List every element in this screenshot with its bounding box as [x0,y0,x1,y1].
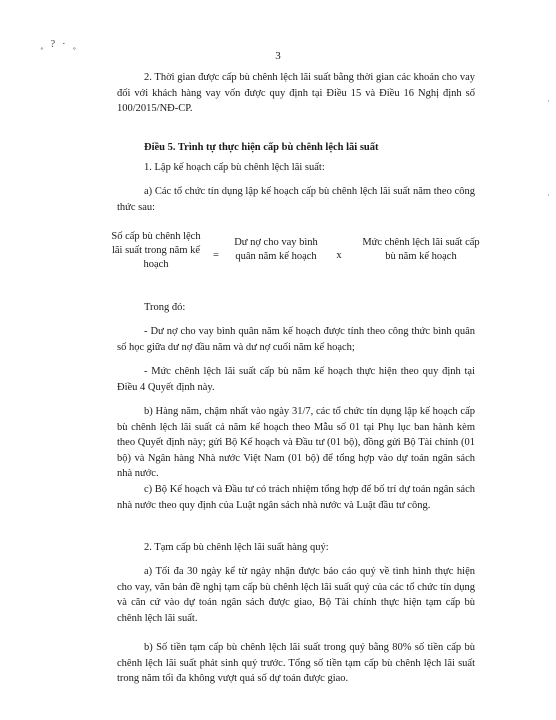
formula-times: x [336,250,342,261]
article-5-heading: Điều 5. Trình tự thực hiện cấp bù chênh lệch lãi suất [144,142,379,153]
paragraph-quarterly-b: b) Số tiền tạm cấp bù chênh lệch lãi suất trong quý bằng 80% số tiền cấp bù chênh lệch lãi suất phát sinh quý trước. Tổng số tiền tạm cấp bù chênh lệch lãi suất trong năm tối đa không vượt quá số dự toán được giao. [117,642,475,684]
paragraph-time-period: 2. Thời gian được cấp bù chênh lệch lãi suất bằng thời gian các khoản cho vay đối với khách hàng vay vốn được quy định tại Điều 15 và Điều 16 Nghị định số 100/2015/NĐ-CP. [117,72,475,114]
paragraph-plan-a: a) Các tổ chức tín dụng lập kế hoạch cấp bù chênh lệch lãi suất năm theo công thức sau: [117,186,475,213]
paragraph-plan-c: c) Bộ Kế hoạch và Đầu tư có trách nhiệm tổng hợp để bố trí dự toán ngân sách nhà nước theo quy định của Luật ngân sách nhà nước và Luật đầu tư công. [117,484,475,511]
interest-formula [110,230,490,280]
formula-rate: Mức chênh lệch lãi suất cấp bù năm kế hoạch [362,237,480,262]
margin-dot: · [547,96,550,106]
formula-lhs: Số cấp bù chênh lệch lãi suất trong năm kế hoạch [111,231,201,270]
margin-dot: · [547,190,550,200]
paragraph-plan-b: b) Hàng năm, chậm nhất vào ngày 31/7, các tổ chức tín dụng lập kế hoạch cấp bù chênh lệch lãi suất cả năm kế hoạch theo Mẫu số 01 tại Phụ lục ban hành kèm theo Quyết định này; gửi Bộ Kế hoạch và Đầu tư (01 bộ), đồng gửi Bộ Tài chính (01 bộ) và Ngân hàng Nhà nước Việt Nam (01 bộ) để tổng hợp vào dự toán ngân sách nhà nước. [117,406,475,479]
page-number: 3 [275,50,281,62]
paragraph-average-debt-def: - Dư nợ cho vay bình quân năm kế hoạch được tính theo công thức bình quân số học giữa dư nợ đầu năm và dư nợ cuối năm kế hoạch; [117,326,475,353]
formula-equals: = [213,250,219,261]
formula-average-debt: Dư nợ cho vay bình quân năm kế hoạch [234,237,318,262]
paragraph-where: Trong đó: [144,302,186,313]
paragraph-plan-title: 1. Lập kế hoạch cấp bù chênh lệch lãi suất: [144,162,325,173]
paragraph-rate-def: - Mức chênh lệch lãi suất cấp bù năm kế hoạch thực hiện theo quy định tại Điều 4 Quyết định này. [117,366,475,393]
paragraph-quarterly-title: 2. Tạm cấp bù chênh lệch lãi suất hàng quý: [144,542,329,553]
paragraph-quarterly-a: a) Tối đa 30 ngày kể từ ngày nhận được báo cáo quý về tình hình thực hiện cho vay, văn bản đề nghị tạm cấp bù chênh lệch lãi suất quý của các tổ chức tín dụng và căn cứ vào dự toán ngân sách được giao, Bộ Tài chính thực hiện tạm cấp bù chênh lệch lãi suất. [117,566,475,624]
scan-artifact-mark: ˳ ? · ˳ [40,38,79,50]
